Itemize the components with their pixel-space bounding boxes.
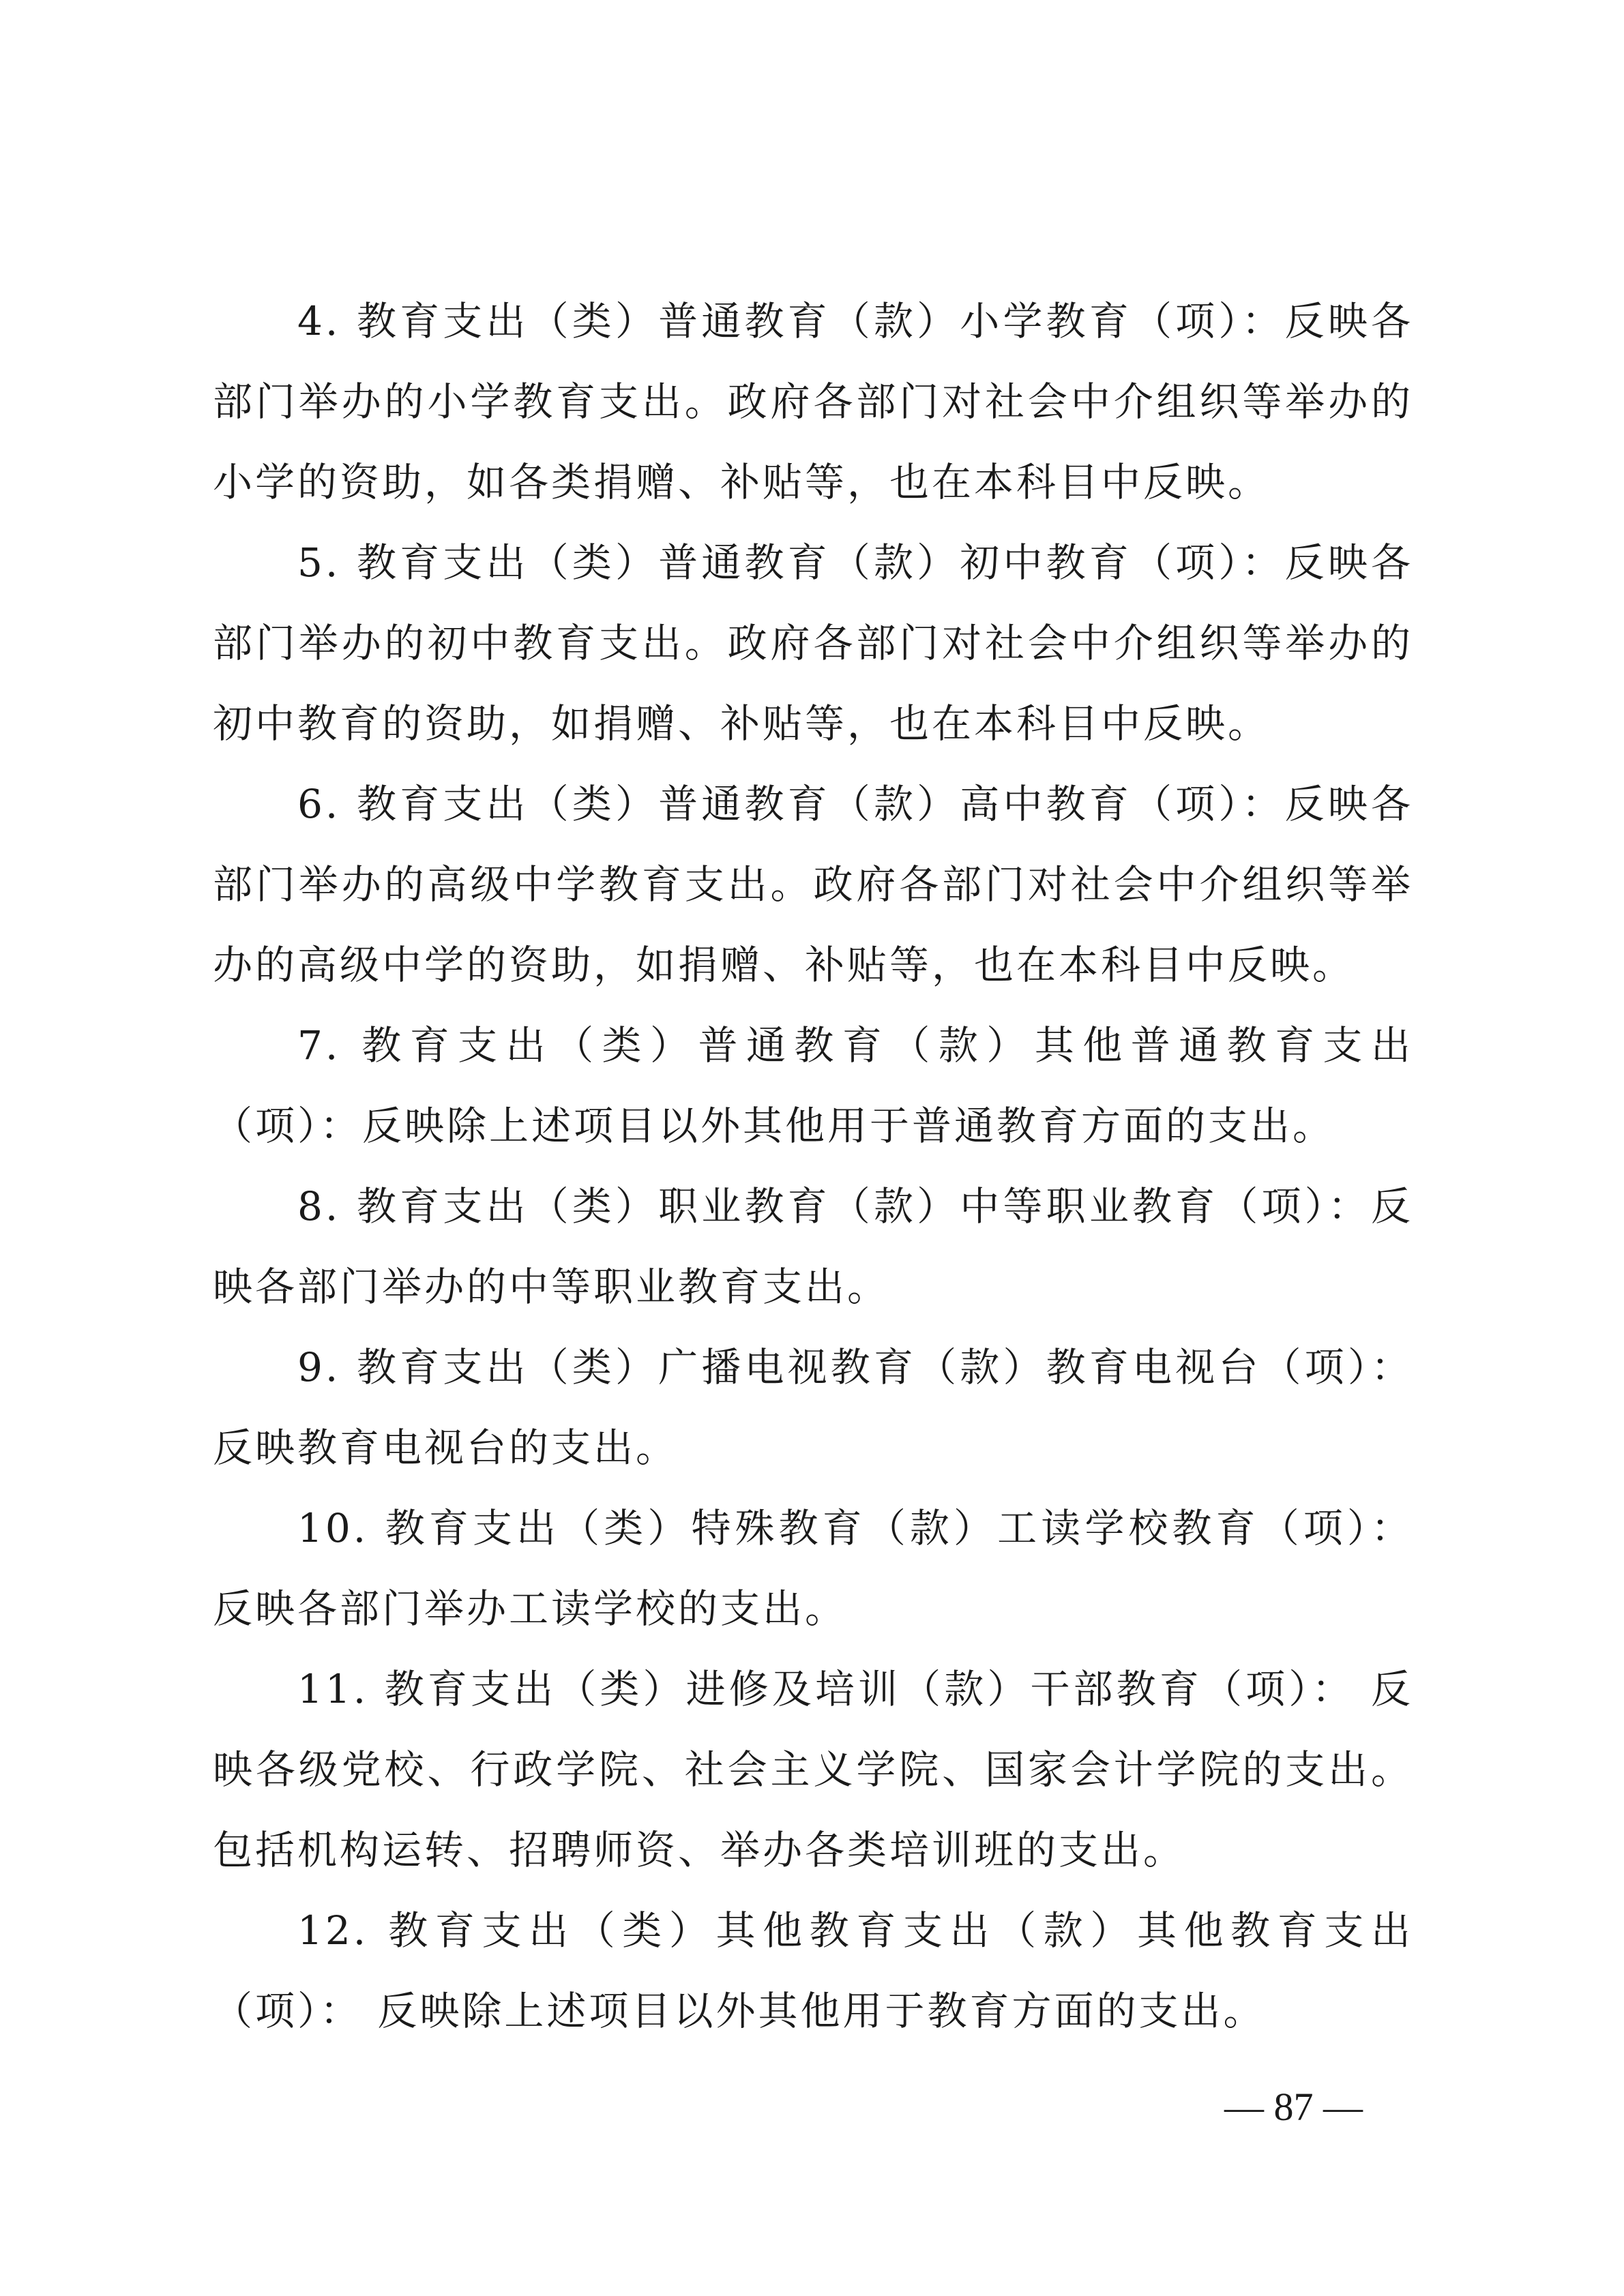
paragraph-item-12: 12. 教育支出（类）其他教育支出（款）其他教育支出（项）： 反映除上述项目以外其他用于教育方面的支出。: [213, 1907, 1413, 2034]
page-number: — 87 —: [1224, 2085, 1363, 2129]
paragraph-item-7: 7. 教育支出（类）普通教育（款）其他普通教育支出（项）：反映除上述项目以外其他用于普通教育方面的支出。: [213, 1022, 1413, 1149]
paragraph-item-8: 8. 教育支出（类）职业教育（款）中等职业教育（项）：反映各部门举办的中等职业教育支出。: [213, 1183, 1413, 1310]
paragraph-item-11: 11. 教育支出（类）进修及培训（款）干部教育（项）： 反映各级党校、行政学院、社会主义学院、国家会计学院的支出。包括机构运转、招聘师资、举办各类培训班的支出。: [213, 1666, 1413, 1873]
paragraph-item-9: 9. 教育支出（类）广播电视教育（款）教育电视台（项）：反映教育电视台的支出。: [213, 1344, 1413, 1471]
paragraph-item-10: 10. 教育支出（类）特殊教育（款）工读学校教育（项）： 反映各部门举办工读学校的支出。: [213, 1505, 1413, 1632]
paragraph-item-6: 6. 教育支出（类）普通教育（款）高中教育（项）：反映各部门举办的高级中学教育支出。政府各部门对社会中介组织等举办的高级中学的资助，如捐赠、补贴等，也在本科目中反映。: [213, 781, 1413, 988]
body-text: [213, 281, 1413, 2051]
paragraph-item-4: 4. 教育支出（类）普通教育（款）小学教育（项）：反映各部门举办的小学教育支出。政府各部门对社会中介组织等举办的小学的资助，如各类捐赠、补贴等，也在本科目中反映。: [213, 298, 1413, 505]
paragraph-item-5: 5. 教育支出（类）普通教育（款）初中教育（项）：反映各部门举办的初中教育支出。政府各部门对社会中介组织等举办的初中教育的资助，如捐赠、补贴等，也在本科目中反映。: [213, 539, 1413, 747]
